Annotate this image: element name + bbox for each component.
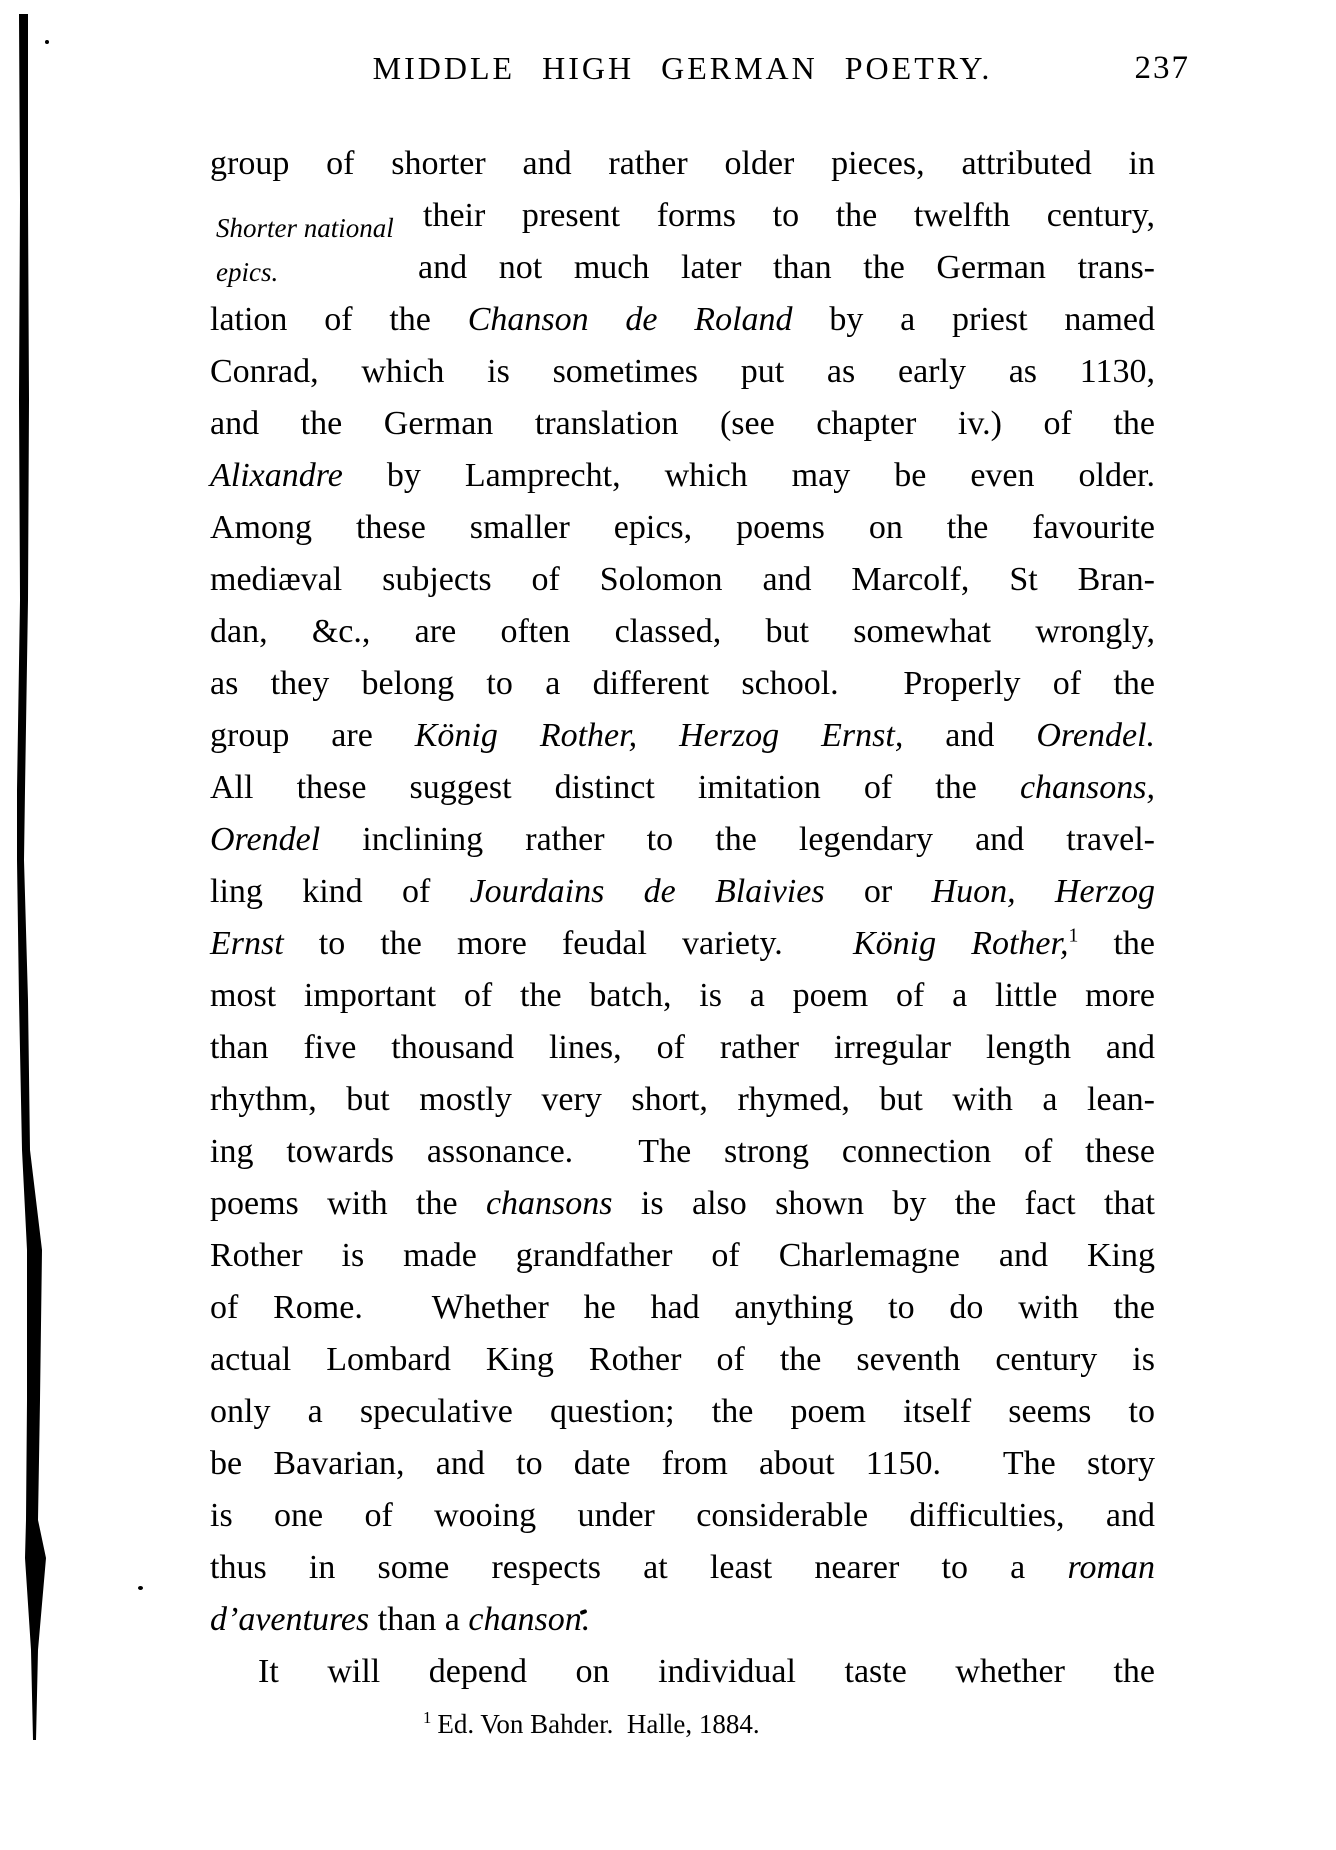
footnote-marker: 1 [423, 1708, 432, 1727]
body-line: most important of the batch, is a poem of a little more [210, 977, 1155, 1014]
body-line: only a speculative question; the poem itself seems to [210, 1393, 1155, 1430]
body-line: as they belong to a different school. Properly of the [210, 665, 1155, 702]
ink-speck [45, 40, 49, 44]
margin-note-line: epics. [216, 257, 279, 287]
binding-edge-artifact [0, 0, 60, 1850]
body-line: be Bavarian, and to date from about 1150. The story [210, 1445, 1155, 1482]
body-line: Rother is made grandfather of Charlemagne and King [210, 1237, 1155, 1274]
body-line: rhythm, but mostly very short, rhymed, but with a lean- [210, 1081, 1155, 1118]
body-line: Orendel inclining rather to the legendary and travel- [210, 821, 1155, 858]
body-text-block [210, 138, 1155, 1698]
running-header-title: MIDDLE HIGH GERMAN POETRY. [372, 50, 993, 86]
body-line: lation of the Chanson de Roland by a priest named [210, 301, 1155, 338]
body-line: than five thousand lines, of rather irregular length and [210, 1029, 1155, 1066]
body-line: ling kind of Jourdains de Blaivies or Huon, Herzog [210, 873, 1155, 910]
body-line: dan, &c., are often classed, but somewhat wrongly, [210, 613, 1155, 650]
body-line: Ernst to the more feudal variety. König Rother,$^1$ the [210, 924, 1155, 962]
body-line: All these suggest distinct imitation of the chansons, [210, 769, 1155, 806]
body-line: of Rome. Whether he had anything to do with the [210, 1289, 1155, 1326]
body-line: their present forms to the twelfth century, [423, 197, 1155, 234]
body-line: group of shorter and rather older pieces, attributed in [210, 145, 1155, 182]
ink-speck [138, 1586, 143, 1590]
body-line: mediæval subjects of Solomon and Marcolf, St Bran- [210, 561, 1155, 598]
page-number: 237 [1134, 50, 1190, 86]
body-line: ing towards assonance. The strong connection of these [210, 1133, 1155, 1170]
body-line: and not much later than the German trans- [418, 249, 1155, 286]
body-line: and the German translation (see chapter iv.) of the [210, 405, 1155, 442]
body-line: is one of wooing under considerable difficulties, and [210, 1497, 1155, 1534]
footnote [423, 1704, 760, 1744]
body-line: It will depend on individual taste whether the [258, 1653, 1155, 1690]
body-line: actual Lombard King Rother of the seventh century is [210, 1341, 1155, 1378]
body-line: Alixandre by Lamprecht, which may be even older. [210, 457, 1155, 494]
footnote-text: Ed. Von Bahder. Halle, 1884. [437, 1709, 760, 1739]
body-line: d’aventures than a chanson. [210, 1601, 591, 1638]
body-line: group are König Rother, Herzog Ernst, and Orendel. [210, 717, 1155, 754]
margin-note-line: Shorter national [216, 213, 394, 243]
body-line: thus in some respects at least nearer to a roman [210, 1549, 1155, 1586]
body-line: Conrad, which is sometimes put as early as 1130, [210, 353, 1155, 390]
body-line: poems with the chansons is also shown by the fact that [210, 1185, 1155, 1222]
body-line: Among these smaller epics, poems on the favourite [210, 509, 1155, 546]
